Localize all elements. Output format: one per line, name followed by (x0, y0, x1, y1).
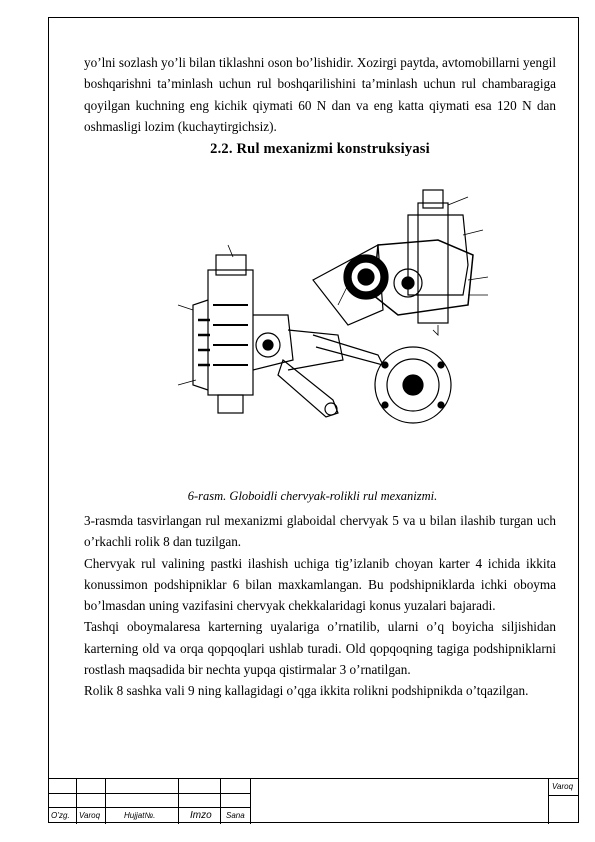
stamp-divider (220, 779, 221, 824)
steering-mechanism-drawing (138, 185, 498, 430)
intro-paragraph: yo’lni sozlash yo’li bilan tiklashni oson bo’lishidir. Xozirgi paytda, avtomobillarni yengil boshqarishni ta’minlash uchun rul boshqarilishini ta’minlash uchun rul chambaragiga qoyilgan kuchning eng kichik qiymati 60 N dan va eng katta qiymati esa 120 N dan oshmasligi lozim (kuchaytirgichsiz). (84, 55, 556, 134)
section-heading: 2.2. Rul mexanizmi konstruksiyasi (210, 141, 430, 158)
page-top-content (84, 52, 556, 158)
paragraph-3: Tashqi oboymalaresa karterning uyalariga o’rnatilib, ularni o’q boyicha siljishidan karterning old va orqa qopqoqlari ushlab turadi. Old qopqoqning tagiga podshipniklarni rostlash maqsadida bir nechta yupqa qistirmalar 3 o’rnatilgan. (84, 619, 556, 678)
stamp-imzo-label: Imzo (190, 810, 212, 821)
stamp-divider (105, 779, 106, 824)
stamp-divider (76, 779, 77, 824)
paragraph-2: Chervyak rul valining pastki ilashish uchiga tig’izlanib choyan karter 4 ichida ikkita konussimon podshipniklar 6 bilan maxkamlangan. Bu podshipniklarda ichki oboyma bo’lmasdan uning vazifasini chervyak chekkalaridagi konus yuzalari bajaradi. (84, 555, 556, 614)
stamp-varoq-col-label: Varoq (79, 811, 101, 820)
paragraph-1: 3-rasmda tasvirlangan rul mexanizmi glaboidal chervyak 5 va u bilan ilashib turgan uch o’rkachli rolik 8 dan tuzilgan. (84, 513, 556, 550)
stamp-varoq-label: Varoq (552, 782, 574, 791)
figure-caption (0, 489, 595, 504)
stamp-row-line (548, 795, 579, 796)
stamp-divider (250, 779, 251, 824)
figure-caption-text: 6-rasm. Globoidli chervyak-rolikli rul mexanizmi. (187, 489, 438, 503)
stamp-divider (178, 779, 179, 824)
stamp-sana-label: Sana (226, 811, 245, 820)
body-text (84, 510, 556, 702)
stamp-row-line (48, 793, 250, 794)
stamp-ozg-label: O’zg. (51, 811, 70, 820)
stamp-divider (548, 779, 549, 824)
stamp-hujjat-label: Hujjat№. (124, 811, 156, 820)
stamp-row-line (48, 807, 250, 808)
title-block-stamp (48, 778, 579, 824)
paragraph-4: Rolik 8 sashka vali 9 ning kallagidagi o’qga ikkita rolikni podshipnikda o’tqazilgan. (84, 683, 529, 699)
